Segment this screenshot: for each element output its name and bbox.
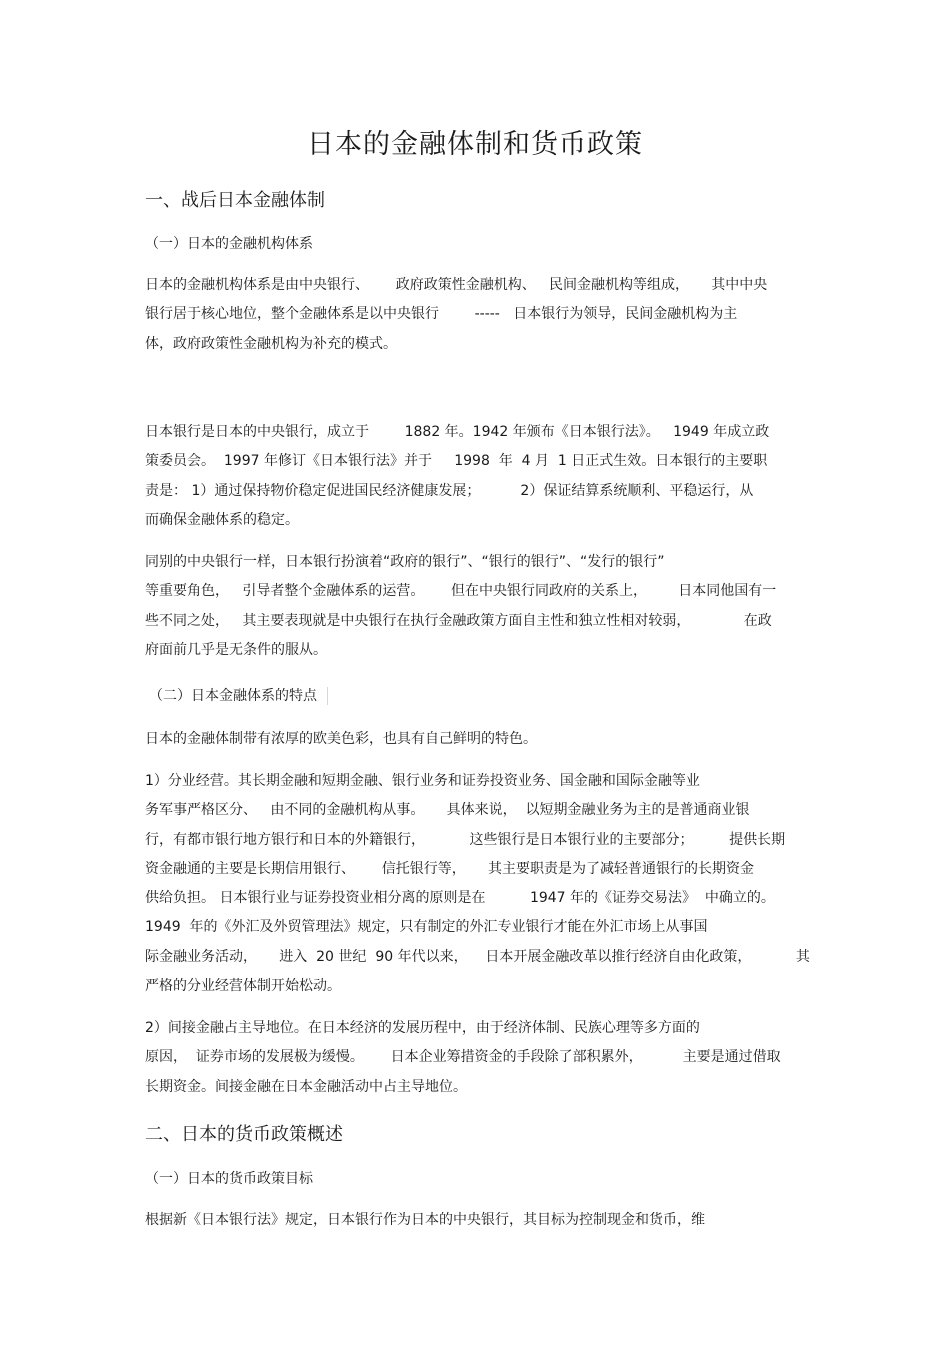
text-line: 日本的金融机构体系是由中央银行、 政府政策性金融机构、 民间金融机构等组成， 其中中央	[145, 277, 768, 293]
text-line: 日本银行是日本的中央银行，成立于 1882 年。1942 年颁布《日本银行法》。 1949 年成立政	[145, 424, 770, 440]
paragraph-separate-operations	[145, 767, 810, 1001]
text-line: 资金融通的主要是长期信用银行、 信托银行等， 其主要职责是为了减轻普通银行的长期资金	[145, 860, 754, 877]
text-line: 等重要角色， 引导者整个金融体系的运营。 但在中央银行同政府的关系上， 日本同他国有一	[145, 583, 777, 600]
text-line: 体，政府政策性金融机构为补充的模式。	[145, 335, 397, 352]
subsection-heading-label: （二）日本金融体系的特点	[145, 687, 328, 705]
subsection-heading-1-1: （一）日本的金融机构体系	[145, 236, 313, 252]
text-line: 策委员会。 1997 年修订《日本银行法》并于 1998 年 4 月 1 日正式生效。日本银行的主要职	[145, 453, 768, 470]
subsection-heading-1-2	[145, 685, 328, 705]
text-line: 根据新《日本银行法》规定，日本银行作为日本的中央银行，其目标为控制现金和货币，维	[145, 1212, 705, 1228]
text-line: 长期资金。间接金融在日本金融活动中占主导地位。	[145, 1078, 467, 1095]
text-line: 银行居于核心地位，整个金融体系是以中央银行 ----- 日本银行为领导，民间金融机构为主	[145, 306, 738, 323]
text-line: 原因， 证券市场的发展极为缓慢。 日本企业筹措资金的手段除了部积累外， 主要是通过借取	[145, 1049, 781, 1066]
text-line: 供给负担。 日本银行业与证券投资业相分离的原则是在 1947 年的《证券交易法》 中确立的。	[145, 890, 775, 907]
section-heading-1: 一、战后日本金融体制	[145, 190, 325, 211]
subsection-heading-2-1: （一）日本的货币政策目标	[145, 1171, 313, 1187]
text-line: 严格的分业经营体制开始松动。	[145, 978, 341, 995]
paragraph-financial-institutions	[145, 271, 810, 359]
text-line: 1）分业经营。其长期金融和短期金融、银行业务和证券投资业务、国金融和国际金融等业	[145, 773, 700, 789]
text-line: 1949 年的《外汇及外贸管理法》规定，只有制定的外汇专业银行才能在外汇市场上从事国	[145, 919, 708, 936]
paragraph-policy-goals	[145, 1206, 810, 1235]
text-line: 府面前几乎是无条件的服从。	[145, 641, 327, 658]
paragraph-features-intro	[145, 725, 810, 754]
text-line: 同别的中央银行一样，日本银行扮演着“政府的银行”、“银行的银行”、“发行的银行”	[145, 554, 665, 570]
text-line: 行，有都市银行地方银行和日本的外籍银行， 这些银行是日本银行业的主要部分； 提供长期	[145, 831, 786, 848]
text-line: 日本的金融体制带有浓厚的欧美色彩，也具有自己鲜明的特色。	[145, 731, 537, 747]
section-heading-2: 二、日本的货币政策概述	[145, 1124, 343, 1145]
text-line: 际金融业务活动， 进入 20 世纪 90 年代以来， 日本开展金融改革以推行经济自由化政策， 其	[145, 948, 810, 965]
text-line: 些不同之处， 其主要表现就是中央银行在执行金融政策方面自主性和独立性相对较弱， 在政	[145, 612, 772, 629]
text-line: 务军事严格区分、 由不同的金融机构从事。 具体来说， 以短期金融业务为主的是普通商业银	[145, 802, 750, 819]
text-line: 2）间接金融占主导地位。在日本经济的发展历程中，由于经济体制、民族心理等多方面的	[145, 1020, 700, 1036]
paragraph-indirect-finance	[145, 1014, 810, 1102]
paragraph-bank-of-japan	[145, 418, 810, 535]
document-title: 日本的金融体制和货币政策	[307, 129, 643, 160]
paragraph-central-bank-role	[145, 548, 810, 665]
text-line: 而确保金融体系的稳定。	[145, 511, 299, 528]
text-line: 责是： 1）通过保持物价稳定促进国民经济健康发展； 2）保证结算系统顺利、平稳运行，从	[145, 482, 754, 499]
